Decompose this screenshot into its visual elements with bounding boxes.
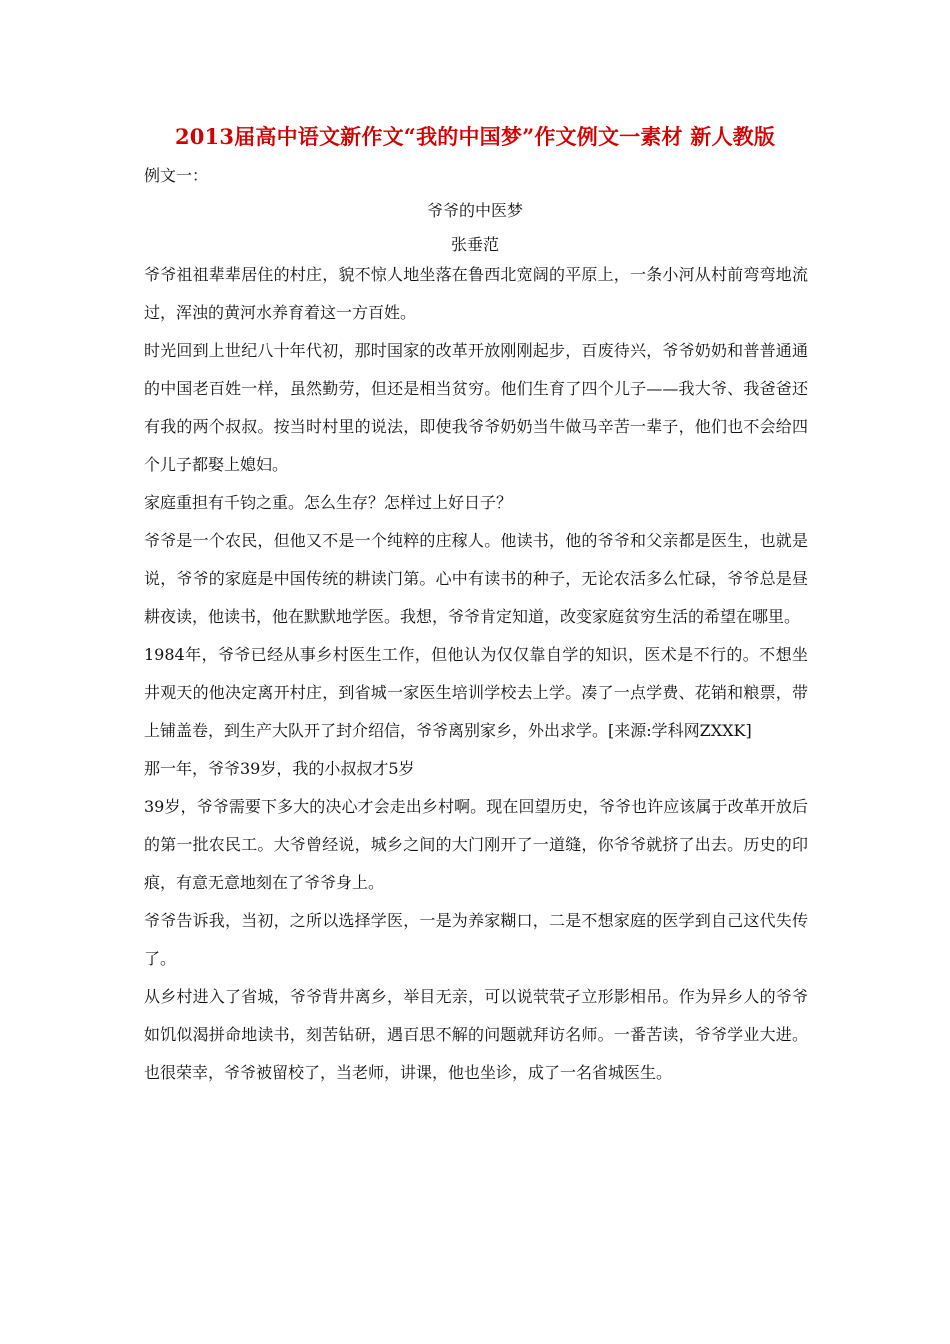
paragraph-9: 从乡村进入了省城，爷爷背井离乡，举目无亲，可以说茕茕孑立形影相吊。作为异乡人的爷爷如饥似渴拼命地读书，刻苦钻研，遇百思不解的问题就拜访名师。一番苦读，爷爷学业大进。也很荣幸，爷爷被留校了，当老师，讲课，他也坐诊，成了一名省城医生。 [144, 987, 808, 1082]
paragraph-1: 爷爷祖祖辈辈居住的村庄，貌不惊人地坐落在鲁西北宽阔的平原上，一条小河从村前弯弯地流过，浑浊的黄河水养育着这一方百姓。 [144, 265, 808, 322]
paragraph-5: 1984年，爷爷已经从事乡村医生工作，但他认为仅仅靠自学的知识，医术是不行的。不想坐井观天的他决定离开村庄，到省城一家医生培训学校去上学。凑了一点学费、花销和粮票，带上铺盖卷，到生产大队开了封介绍信，爷爷离别家乡，外出求学。[来源:学科网ZXXK] [144, 645, 808, 740]
paragraph-8: 爷爷告诉我，当初，之所以选择学医，一是为养家糊口，二是不想家庭的医学到自己这代失传了。 [144, 911, 808, 968]
paragraph-6: 那一年，爷爷39岁，我的小叔叔才5岁 [144, 759, 415, 778]
paragraph-4: 爷爷是一个农民，但他又不是一个纯粹的庄稼人。他读书，他的爷爷和父亲都是医生，也就是说，爷爷的家庭是中国传统的耕读门第。心中有读书的种子，无论农活多么忙碌，爷爷总是昼耕夜读，他读书，他在默默地学医。我想，爷爷肯定知道，改变家庭贫穷生活的希望在哪里。 [144, 531, 808, 626]
essay-author: 张垂范 [450, 235, 499, 254]
essay-title: 爷爷的中医梦 [426, 201, 523, 220]
paragraph-2: 时光回到上世纪八十年代初，那时国家的改革开放刚刚起步，百废待兴，爷爷奶奶和普普通通的中国老百姓一样，虽然勤劳，但还是相当贫穷。他们生育了四个儿子——我大爷、我爸爸还有我的两个叔叔。按当时村里的说法，即使我爷爷奶奶当牛做马辛苦一辈子，他们也不会给四个儿子都娶上媳妇。 [144, 341, 808, 474]
paragraph-7: 39岁，爷爷需要下多大的决心才会走出乡村啊。现在回望历史，爷爷也许应该属于改革开放后的第一批农民工。大爷曾经说，城乡之间的大门刚开了一道缝，你爷爷就挤了出去。历史的印痕，有意无意地刻在了爷爷身上。 [144, 797, 808, 892]
essay-body [144, 256, 808, 1092]
paragraph-3: 家庭重担有千钧之重。怎么生存？怎样过上好日子？ [144, 493, 513, 512]
section-label: 例文一： [144, 166, 209, 185]
document-title: 2013届高中语文新作文“我的中国梦”作文例文一素材 新人教版 [174, 124, 776, 149]
